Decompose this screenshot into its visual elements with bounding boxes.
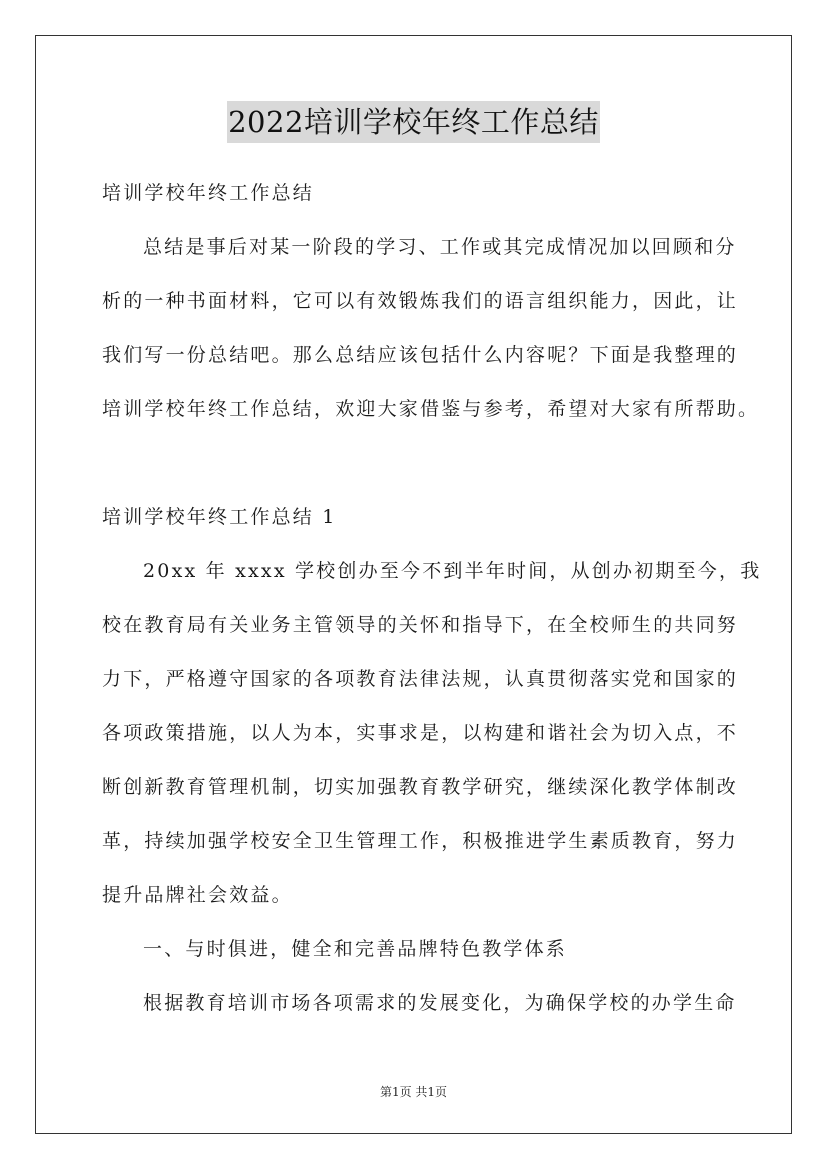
document-title: 2022培训学校年终工作总结 (227, 101, 600, 143)
document-title-block (0, 101, 827, 143)
body-line: 提升品牌社会效益。 (102, 884, 293, 906)
intro-line: 总结是事后对某一阶段的学习、工作或其完成情况加以回顾和分 (143, 236, 737, 258)
body-line: 断创新教育管理机制，切实加强教育教学研究，继续深化教学体制改 (102, 776, 739, 798)
body-line: 力下，严格遵守国家的各项教育法律法规，认真贯彻落实党和国家的 (102, 668, 739, 690)
intro-line: 我们写一份总结吧。那么总结应该包括什么内容呢？下面是我整理的 (102, 344, 739, 366)
subheading: 一、与时俱进，健全和完善品牌特色教学体系 (143, 938, 568, 960)
document-body (102, 174, 762, 1038)
body-line: 革，持续加强学校安全卫生管理工作，积极推进学生素质教育，努力 (102, 830, 739, 852)
body-line: 20xx 年 xxxx 学校创办至今不到半年时间，从创办初期至今，我 (143, 560, 762, 582)
paragraph-gap (102, 444, 742, 498)
intro-line: 培训学校年终工作总结，欢迎大家借鉴与参考，希望对大家有所帮助。 (102, 398, 760, 420)
body-line: 各项政策措施，以人为本，实事求是，以构建和谐社会为切入点，不 (102, 722, 739, 744)
page-footer: 第1页 共1页 (379, 1085, 448, 1099)
body-line: 根据教育培训市场各项需求的发展变化，为确保学校的办学生命 (143, 992, 737, 1014)
subtitle: 培训学校年终工作总结 (102, 182, 315, 204)
intro-line: 析的一种书面材料，它可以有效锻炼我们的语言组织能力，因此，让 (102, 290, 739, 312)
section-heading: 培训学校年终工作总结 1 (102, 506, 337, 528)
body-line: 校在教育局有关业务主管领导的关怀和指导下，在全校师生的共同努 (102, 614, 739, 636)
